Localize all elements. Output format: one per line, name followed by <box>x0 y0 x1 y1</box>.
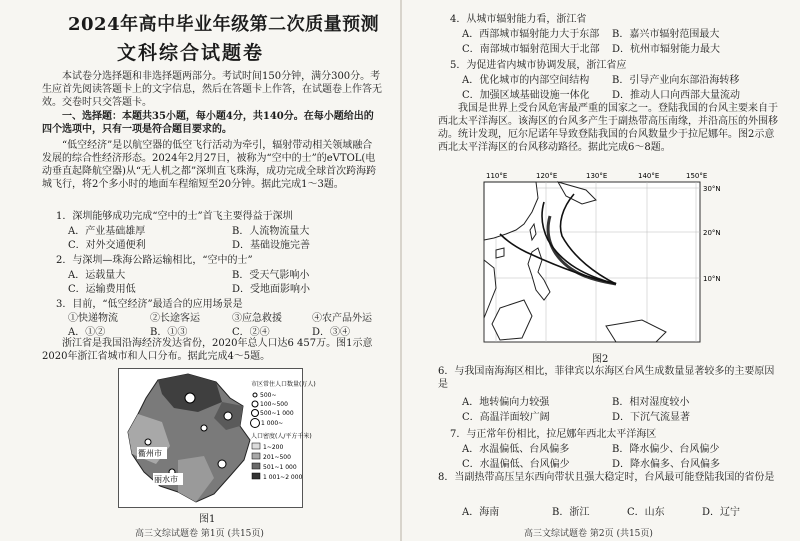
q2-option-c: C．运输费用低 <box>68 284 136 295</box>
figure-2-caption: 图2 <box>592 354 609 365</box>
q3-item-3: ③应急救援 <box>232 313 282 324</box>
question-4-stem: 4．从城市辐射能力看，浙江省 <box>450 14 587 25</box>
question-8-stem: 8．当副热带高压呈东西向带状且强大稳定时，台风最可能登陆我国的省份是 <box>438 472 775 483</box>
q6-option-c: C．高温洋面较广阔 <box>462 412 550 423</box>
q3-item-4: ④农产品外运 <box>312 313 372 324</box>
question-3-stem: 3．目前，“低空经济”最适合的应用场景是 <box>56 299 243 310</box>
q7-option-b: B．降水偏少、台风偏少 <box>612 444 720 455</box>
typhoon-track-map <box>466 168 736 348</box>
q6-option-d: D．下沉气流显著 <box>612 412 691 423</box>
q1-option-d: D．基础设施完善 <box>232 240 311 251</box>
q2-option-a: A．运载量大 <box>68 270 126 281</box>
legend-den-3: 501~1 000 <box>263 464 297 471</box>
q6-option-a: A．地转偏向力较强 <box>462 397 550 408</box>
q1-option-b: B．人流物流量大 <box>232 226 310 237</box>
q2-option-b: B．受天气影响小 <box>232 270 310 281</box>
question-1-stem: 1．深圳能够成功完成“空中的士”首飞主要得益于深圳 <box>56 211 293 222</box>
q3-option-b: B．①③ <box>150 327 188 338</box>
city-label-lishui: 丽水市 <box>154 475 178 484</box>
q3-option-c: C．②④ <box>232 327 270 338</box>
q4-option-a: A．西部城市辐射能力大于东部 <box>462 29 600 40</box>
passage-low-altitude: “低空经济”是以航空器的低空飞行活动为牵引，辐射带动相关领域融合发展的综合性经济形态。2024年2月27日，被称为“空中的士”的eVTOL(电动垂直起降航空器)从“无人机之都”深圳直飞珠海，成功完成全球首次跨海跨城飞行，将2个多小时的地面车程缩短至20分钟。据此完成1～3题。 <box>42 140 377 190</box>
q4-option-b: B．嘉兴市辐射范围最大 <box>612 29 720 40</box>
q8-option-c: C．山东 <box>627 507 665 518</box>
q8-option-d: D．辽宁 <box>702 507 741 518</box>
lon-label-140: 140°E <box>638 172 660 180</box>
section-heading: 一、选择题：本题共35小题，每小题4分，共140分。在每小题给出的四个选项中，只有一项是符合题目要求的。 <box>42 111 374 135</box>
q1-option-a: A．产业基础雄厚 <box>68 226 146 237</box>
lat-label-30: 30°N <box>703 185 721 193</box>
q7-option-a: A．水温偏低、台风偏多 <box>462 444 570 455</box>
left-page-footer: 高三文综试题卷 第1页 (共15页) <box>135 529 264 539</box>
question-2-stem: 2．与深圳—珠海公路运输相比，“空中的士” <box>56 255 253 266</box>
q5-option-c: C．加强区域基础设施一体化 <box>462 90 590 101</box>
q1-option-c: C．对外交通便利 <box>68 240 146 251</box>
right-page <box>402 0 800 541</box>
lon-label-130: 130°E <box>586 172 608 180</box>
city-label-quzhou: 衢州市 <box>138 449 162 458</box>
question-5-stem: 5．为促进省内城市协调发展，浙江省应 <box>450 60 627 71</box>
question-7-stem: 7．与正常年份相比，拉尼娜年西北太平洋海区 <box>450 429 657 440</box>
q5-option-a: A．优化城市的内部空间结构 <box>462 75 590 86</box>
q5-option-b: B．引导产业向东部沿海转移 <box>612 75 740 86</box>
q3-item-2: ②长途客运 <box>150 313 200 324</box>
right-page-footer: 高三文综试题卷 第2页 (共15页) <box>524 529 653 539</box>
q4-option-c: C．南部城市辐射范围大于北部 <box>462 44 600 55</box>
lat-label-10: 10°N <box>703 275 721 283</box>
exam-title: 2024年高中毕业年级第二次质量预测 <box>68 14 380 35</box>
passage-typhoon: 我国是世界上受台风危害最严重的国家之一。登陆我国的台风主要来自于西北太平洋海区。该海区的台风多产生于副热带高压南缘，并沿高压的外围移动。统计发现，厄尔尼诺年导致登陆我国的台风数量少于拉尼娜年。图2示意西北太平洋海区的台风移动路径。据此完成6～8题。 <box>438 103 778 153</box>
q5-option-d: D．推动人口向西部大量流动 <box>612 90 741 101</box>
legend-density-title: 人口密度(人/平方千米) <box>251 433 312 440</box>
legend-den-4: 1 001~2 000 <box>263 474 303 481</box>
legend-pop-4: 1 000~ <box>261 420 284 427</box>
lon-label-120: 120°E <box>536 172 558 180</box>
lon-label-150: 150°E <box>686 172 708 180</box>
figure-1-caption: 图1 <box>199 514 216 525</box>
passage-zhejiang: 浙江省是我国沿海经济发达省份，2020年总人口达6 457万。图1示意2020年浙江省城市和人口分布。据此完成4～5题。 <box>42 338 373 362</box>
q8-option-b: B．浙江 <box>552 507 590 518</box>
legend-den-1: 1~200 <box>263 444 284 451</box>
legend-pop-3: 500~1 000 <box>260 410 294 417</box>
exam-instructions: 本试卷分选择题和非选择题两部分。考试时间150分钟，满分300分。考生应首先阅读答题卡上的文字信息，然后在答题卡上作答，在试题卷上作答无效。交卷时只交答题卡。 <box>42 71 382 108</box>
lon-label-110: 110°E <box>486 172 508 180</box>
q2-option-d: D．受地面影响小 <box>232 284 311 295</box>
q7-option-c: C．水温偏低、台风偏少 <box>462 459 570 470</box>
q3-item-1: ①快递物流 <box>68 313 118 324</box>
hainan-island <box>496 248 504 258</box>
q6-option-b: B．相对湿度较小 <box>612 397 690 408</box>
q8-option-a: A．海南 <box>462 507 500 518</box>
q3-option-a: A．①② <box>68 327 106 338</box>
q3-option-d: D．③④ <box>312 327 351 338</box>
q7-option-d: D．降水偏多、台风偏多 <box>612 459 721 470</box>
zhejiang-population-map <box>118 368 316 508</box>
legend-pop-title: 市区常住人口数量(万人) <box>251 381 316 388</box>
paper-subtitle: 文科综合试题卷 <box>117 42 265 64</box>
lat-label-20: 20°N <box>703 229 721 237</box>
legend-den-2: 201~500 <box>263 454 291 461</box>
legend-pop-1: 500~ <box>260 392 277 399</box>
question-6-stem: 6．与我国南海海区相比，菲律宾以东海区台风生成数量显著较多的主要原因是 <box>438 366 775 390</box>
legend-pop-2: 100~500 <box>260 401 288 408</box>
q4-option-d: D．杭州市辐射能力最大 <box>612 44 721 55</box>
